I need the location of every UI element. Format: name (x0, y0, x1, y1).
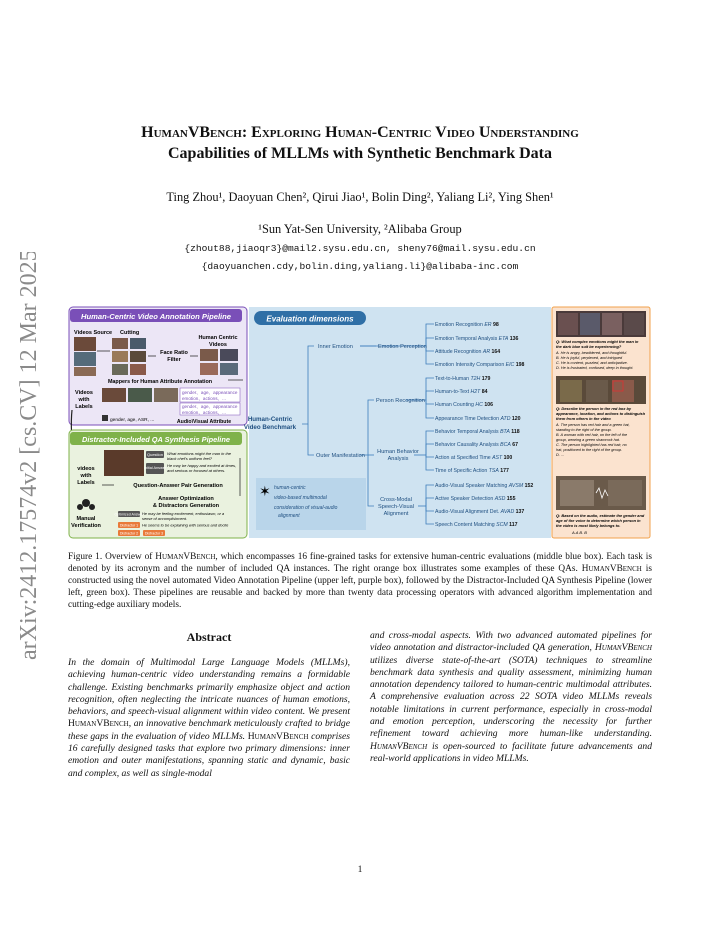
video-thumbnail (130, 338, 146, 349)
task-item (435, 322, 499, 328)
task-name: Speech Content Matching SCM 117 (435, 522, 518, 528)
task-name: Emotion Temporal Analysis ETA 136 (435, 336, 519, 342)
legend-text: alignment (278, 513, 300, 519)
task-abbr: ASD (494, 496, 506, 502)
person-recognition-node: Person Recognition (376, 398, 425, 404)
example-question: Q: What complex emotions might the man in (556, 339, 639, 344)
example-option: A. The person has red hair and a green hat, (556, 423, 630, 427)
example-frame (558, 313, 578, 335)
distractor-text: He seems to be explaining with serious and docile (142, 522, 229, 528)
videos-with-labels: videos (77, 466, 95, 472)
annotation-pipeline-title: Human-Centric Video Annotation Pipeline (80, 312, 232, 321)
example-frame (602, 313, 622, 335)
task-abbr: TSA (488, 468, 499, 474)
task-name: Audio-Visual Speaker Matching AVSM 152 (435, 483, 534, 489)
caption-name: HumanVBench (581, 564, 642, 574)
answer-opt-label: Answer Optimization (158, 496, 214, 502)
video-thumbnail (74, 367, 96, 376)
example-option: C. He is content, puzzled, and anticipative. (556, 361, 628, 365)
figure-caption (68, 551, 652, 611)
qa-pipeline-title: Distractor-Included QA Synthesis Pipeline (82, 435, 230, 444)
videos-with-labels: with (78, 397, 90, 403)
task-abbr: ER (484, 322, 492, 328)
video-thumbnail (74, 337, 96, 351)
example-option: B. A woman with red hair, on the left of the (556, 433, 628, 437)
abstract-heading: Abstract (186, 630, 232, 644)
opt-answer-text: sense of accomplishment. (142, 516, 187, 521)
caption-lead: Figure 1. Overview of (68, 552, 156, 562)
task-abbr: EIC (505, 362, 515, 368)
attribute-text: gender、age、appearance (182, 404, 238, 409)
task-abbr: HC (475, 402, 483, 408)
example-question: Q: Describe the person in the red box by (556, 406, 632, 411)
author-list: Ting Zhou¹, Daoyuan Chen², Qirui Jiao¹, Bolin Ding², Yaliang Li², Ying Shen¹ (166, 190, 554, 204)
video-thumbnail (220, 349, 238, 361)
example-question: the video is most likely belongs to. (556, 523, 621, 528)
task-item (435, 349, 500, 355)
abstract-text: utilizes diverse state-of-the-art (SOTA) techniques to streamline benchmark data synthesis and quality assessment, minimizing human annotation dependency tailored to human-centric multimodal attributes. A comprehensive evaluation across 22 SOTA video MLLMs reveals notable limitations in current performance, especially in cross-modal and emotion perception, underscoring the necessity for further refinement toward achieving more human-like understanding. (370, 654, 652, 740)
task-name: Active Speaker Detection ASD 155 (435, 496, 516, 502)
title-line-2: Capabilities of MLLMs with Synthetic Benchmark Data (168, 145, 552, 162)
task-item (435, 509, 524, 515)
task-count: 177 (498, 468, 509, 474)
question-text: What emotions might the man in the (167, 451, 232, 456)
example-option: D. He is frustrated, confused, deep in thought. (556, 366, 634, 370)
video-thumbnail (130, 364, 146, 375)
task-abbr: AST (492, 455, 503, 461)
task-item (435, 389, 488, 395)
human-behavior-node: Human Behavior (377, 449, 419, 455)
task-item (435, 376, 490, 382)
video-thumbnail (112, 338, 128, 349)
task-count: 100 (502, 455, 513, 461)
task-name: Behavior Causality Analysis BCA 67 (435, 442, 519, 448)
cross-modal-node: Cross-Modal (380, 497, 412, 503)
task-abbr: AVSM (508, 483, 524, 489)
task-name: Human Counting HC 106 (435, 402, 493, 408)
email-line-1: {zhout88,jiaoqr3}@mail2.sysu.edu.cn, sheny76@mail.sysu.edu.cn (184, 243, 536, 254)
video-thumbnail (154, 388, 178, 402)
hc-videos-label: Human Centric (198, 335, 238, 341)
hc-benchmark-node: Video Benchmark (243, 424, 297, 431)
task-item (435, 468, 509, 474)
legend-text: video-based multimodal (274, 495, 327, 501)
legend-box (256, 478, 366, 530)
attribute-text: emotion、actions、... (182, 396, 226, 401)
caption-text: is constructed using the novel automated Video Annotation Pipeline (upper left, purple box), followed by the Distractor-Included QA Synthesis Pipeline (lower left, green box). These pipelines are reusable and backed by more than twenty data processing operators with advanced algorithm implementation and cutting-edge auxiliary models. (68, 564, 652, 610)
task-abbr: BTA (500, 429, 510, 435)
example-option: hat, positioned to the right of the group. (556, 448, 623, 452)
task-abbr: AVAD (500, 509, 515, 515)
example-option: C. The person highlighted has red hair, no (556, 443, 627, 447)
task-item (435, 336, 519, 342)
task-abbr: SCM (496, 522, 508, 528)
videos-with-labels: with (80, 473, 92, 479)
example-option: B. He is joyful, perplexed, and intrigued (556, 356, 623, 360)
affiliations: ¹Sun Yat-Sen University, ²Alibaba Group (258, 222, 462, 236)
task-count: 98 (491, 322, 499, 328)
mappers-label: Mappers for Human Attribute Annotation (107, 379, 213, 385)
manual-verification-label: Verification (71, 523, 101, 529)
task-item (435, 442, 518, 448)
task-count: 137 (514, 509, 525, 515)
task-name: Human-to-Text H2T 84 (435, 389, 488, 395)
task-count: 164 (490, 349, 501, 355)
example-frame (624, 313, 644, 335)
video-thumbnail (104, 450, 144, 476)
human-behavior-node: Analysis (387, 456, 409, 462)
abstract-name: HumanVBench (370, 740, 428, 752)
video-thumbnail (220, 363, 238, 375)
task-abbr: AR (482, 349, 491, 355)
email-line-2: {daoyuanchen.cdy,bolin.ding,yaliang.li}@alibaba-inc.com (201, 261, 519, 272)
video-thumbnail (102, 388, 126, 402)
opt-answer-text: He may be feeling excitement, enthusiasm, or a (142, 511, 225, 516)
hc-benchmark-node: Human-Centric (247, 416, 293, 423)
task-count: 84 (480, 389, 488, 395)
title-line-1: HumanVBench: Exploring Human-Centric Video Understanding (141, 124, 579, 141)
example-frame (586, 380, 608, 402)
task-count: 67 (510, 442, 519, 448)
task-count: 117 (507, 522, 518, 528)
caption-text: , which encompasses 16 fine-grained tasks for extensive human-centric evaluations (middle blue box). Each task is denoted by its acronym and the number of included QA instances. The right orange box illustrates some examples of these QAs. (68, 552, 652, 574)
example-question: appearance, location, and actions to distinguish (556, 411, 646, 416)
abstract-left-column (68, 657, 350, 780)
manual-verification-label: Manual (76, 516, 96, 522)
attribute-text: emotion、actions、... (182, 410, 226, 415)
task-name: Appearance Time Detection ATD 120 (435, 416, 521, 422)
task-name: Audio-Visual Alignment Det. AVAD 137 (435, 509, 525, 515)
attribute-text: gender, age, ASR, ... (110, 418, 155, 423)
cutting-label: Cutting (120, 330, 140, 336)
task-count: 152 (523, 483, 534, 489)
eval-title: Evaluation dimensions (266, 314, 354, 324)
task-item (435, 483, 533, 489)
example-frame (560, 380, 582, 402)
abstract-name: HumanVBench (68, 718, 129, 730)
example-option: A. He is angry, bewildered, and thoughtful. (556, 351, 628, 355)
question-text: black chef's uniform feel? (167, 456, 213, 461)
video-thumbnail (112, 351, 128, 362)
task-count: 179 (480, 376, 491, 382)
answer-text: He may be happy and excited at times, (167, 463, 237, 468)
attribute-text: gender、age、appearance (182, 390, 238, 395)
task-name: Behavior Temporal Analysis BTA 118 (435, 429, 520, 435)
task-count: 198 (514, 362, 525, 368)
audio-visual-attr-label: Audio\Visual Attribute (176, 419, 232, 425)
videos-with-labels: Labels (77, 480, 95, 486)
example-option: D. ... (556, 453, 565, 457)
opt-answer-tag-text: Optimized Answer (114, 512, 144, 517)
abstract-right-column (370, 630, 652, 765)
abstract-text: is open-sourced to facilitate future advancements and real-world applications in video MLLMs. (370, 740, 652, 764)
example-question: the dark blue suit be experiencing? (556, 344, 622, 349)
task-name: Emotion Recognition ER 98 (435, 322, 499, 328)
task-item (435, 496, 516, 502)
task-name: Action at Specified Time AST 100 (435, 455, 513, 461)
task-count: 120 (510, 416, 521, 422)
task-item (435, 362, 525, 368)
task-abbr: T2H (470, 376, 481, 382)
figure-overview (68, 306, 652, 540)
example-frame (560, 480, 594, 506)
hc-videos-label: Videos (209, 342, 227, 348)
qa-pair-gen-label: Question-Answer Pair Generation (133, 483, 223, 489)
task-abbr: H2T (470, 389, 481, 395)
task-item (435, 429, 520, 435)
task-item (435, 455, 512, 461)
abstract-text: and cross-modal aspects. With two advanced automated pipelines for video annotation and distractor-included QA generation, (370, 630, 652, 654)
people-icon (77, 504, 83, 510)
legend-text: consideration of visual-audio (274, 505, 338, 511)
video-thumbnail (200, 363, 218, 375)
video-thumbnail (112, 364, 128, 375)
example-option: A.A B. B (572, 530, 587, 535)
emotion-perception-node: Emotion Perception (378, 344, 427, 350)
example-question: age of the voice to determine which person in (556, 518, 641, 523)
arxiv-stamp (8, 252, 44, 662)
distractor-tag-text: Distractor 3 (144, 531, 164, 536)
abstract-name: HumanVBench (247, 730, 309, 742)
people-icon (82, 499, 90, 507)
legend-text: human-centric (274, 485, 306, 491)
task-name: Attitude Recognition AR 164 (435, 349, 501, 355)
figure-svg (68, 306, 652, 540)
video-thumbnail (128, 388, 152, 402)
task-count: 136 (508, 336, 519, 342)
video-thumbnail (130, 351, 146, 362)
abstract-text: , an innovative benchmark meticulously crafted to bridge these gaps in the evaluation of video MLLMs. (68, 718, 350, 742)
answer-opt-label: & Distractors Generation (152, 503, 220, 509)
example-option: group, wearing a green shamrock hat. (556, 438, 620, 442)
face-ratio-label: Filter (167, 357, 181, 363)
answer-tag-text: Initial Answer (143, 466, 167, 470)
video-thumbnail (200, 349, 218, 361)
example-frame (580, 313, 600, 335)
face-ratio-label: Face Ratio (160, 350, 188, 356)
speaker-icon (102, 415, 108, 421)
example-frame (608, 480, 642, 506)
task-name: Time of Specific Action TSA 177 (435, 468, 509, 474)
task-item (435, 522, 518, 528)
abstract-name: HumanVBench (594, 642, 652, 654)
task-name: Text-to-Human T2H 179 (435, 376, 491, 382)
cross-modal-node: Alignment (383, 511, 409, 517)
paper-title (60, 122, 660, 164)
abstract-text: comprises 16 carefully designed tasks that explore two primary dimensions: inner emotion and outer manifestations, spanning static and dynamic, basic and complex, as well as single-modal (68, 730, 350, 779)
people-icon (89, 504, 95, 510)
video-thumbnail (74, 352, 96, 366)
videos-with-labels: Labels (75, 404, 93, 410)
task-count: 118 (509, 429, 520, 435)
distractor-tag-text: Distractor 1 (119, 523, 139, 528)
inner-emotion-node: Inner Emotion (318, 344, 353, 350)
star-icon: ✶ (259, 483, 271, 499)
cross-modal-node: Speech-Visual (378, 504, 414, 510)
task-count: 155 (505, 496, 516, 502)
caption-name: HumanVBench (155, 552, 216, 562)
question-tag-text: Question (146, 452, 164, 457)
task-item (435, 416, 521, 422)
task-abbr: ETA (498, 336, 509, 342)
example-question: Q: Based on the audio, estimate the gender and (556, 513, 645, 518)
page-number: 1 (357, 864, 363, 875)
videos-with-labels: Videos (75, 390, 93, 396)
videos-source-label: Videos Source (74, 330, 113, 336)
example-question: them from others in the video (556, 416, 611, 421)
task-abbr: BCA (500, 442, 511, 448)
distractor-tag-text: Distractor 2 (119, 531, 139, 536)
task-name: Emotion Intensity Comparison EIC 198 (435, 362, 525, 368)
abstract-text: In the domain of Multimodal Large Language Models (MLLMs), achieving human-centric video understanding remains a formidable challenge. Existing benchmarks primarily emphasize object and action recognition, often neglecting the intricate nuances of human emotions, behaviors, and speech-visual alignment within video content. We present (68, 657, 350, 718)
arxiv-stamp-text: arXiv:2412.17574v2 [cs.CV] 12 Mar 2025 (16, 252, 42, 660)
answer-text: and serious or focused at others. (167, 468, 226, 473)
task-count: 106 (482, 402, 493, 408)
task-item (435, 402, 493, 408)
example-option: standing to the right of the group. (556, 428, 612, 432)
task-abbr: ATD (500, 416, 511, 422)
outer-manifestation-node: Outer Manifestation (316, 453, 365, 459)
